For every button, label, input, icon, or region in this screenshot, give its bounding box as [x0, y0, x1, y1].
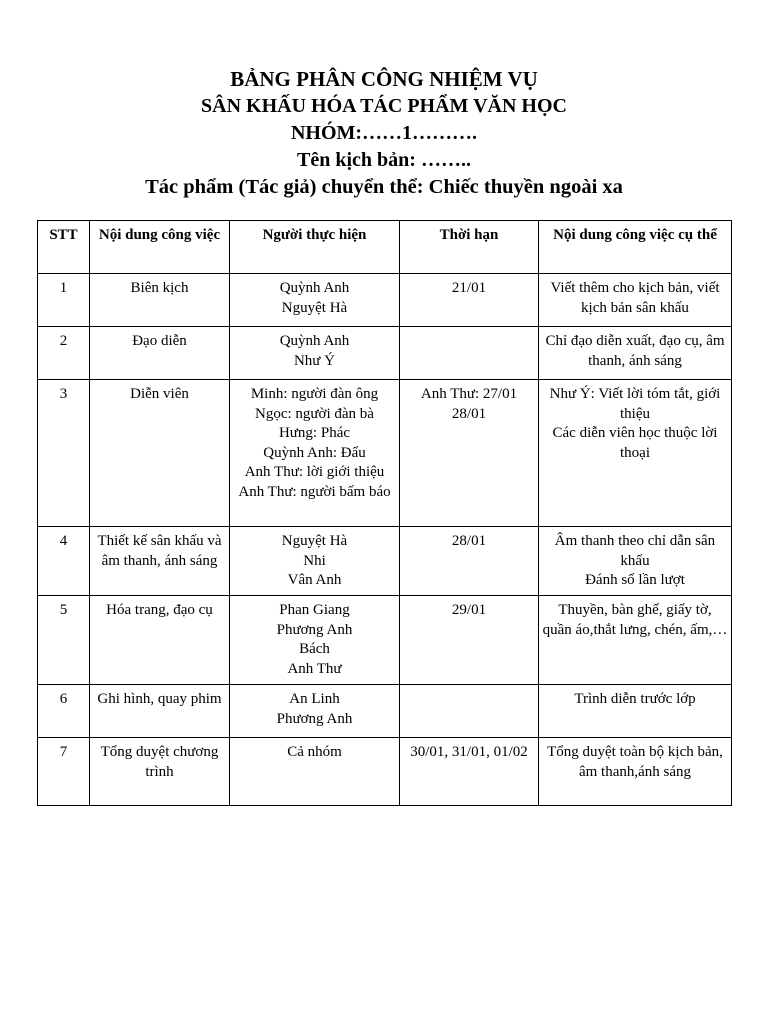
cell-people: Nguyệt Hà Nhi Vân Anh: [230, 527, 400, 596]
cell-deadline: [400, 685, 539, 738]
cell-people: Quỳnh Anh Như Ý: [230, 327, 400, 380]
header-task: Nội dung công việc: [90, 221, 230, 274]
cell-detail: Trình diễn trước lớp: [539, 685, 732, 738]
cell-people: Minh: người đàn ông Ngọc: người đàn bà Hưng: Phác Quỳnh Anh: Đẩu Anh Thư: lời giới thiệu Anh Thư: người bấm báo: [230, 380, 400, 527]
table-row: [38, 596, 732, 685]
adapted-work-line: Tác phẩm (Tác giả) chuyển thể: Chiếc thuyền ngoài xa: [145, 176, 623, 198]
document-header: [0, 66, 768, 201]
cell-deadline: 21/01: [400, 274, 539, 327]
cell-stt: 2: [38, 327, 90, 380]
cell-people: Cả nhóm: [230, 738, 400, 806]
cell-task: Tổng duyệt chương trình: [90, 738, 230, 806]
table-header-row: [38, 221, 732, 274]
cell-task: Biên kịch: [90, 274, 230, 327]
table-row: [38, 527, 732, 596]
cell-stt: 4: [38, 527, 90, 596]
cell-deadline: 28/01: [400, 527, 539, 596]
group-line: NHÓM:……1……….: [290, 122, 478, 144]
cell-detail: Thuyền, bàn ghế, giấy tờ, quần áo,thắt lưng, chén, ấm,…: [539, 596, 732, 685]
cell-deadline: [400, 327, 539, 380]
cell-task: Thiết kế sân khấu và âm thanh, ánh sáng: [90, 527, 230, 596]
cell-stt: 6: [38, 685, 90, 738]
cell-task: Ghi hình, quay phim: [90, 685, 230, 738]
cell-stt: 5: [38, 596, 90, 685]
header-deadline: Thời hạn: [400, 221, 539, 274]
cell-deadline: Anh Thư: 27/01 28/01: [400, 380, 539, 527]
cell-task: Đạo diễn: [90, 327, 230, 380]
cell-stt: 1: [38, 274, 90, 327]
table-row: [38, 738, 732, 806]
table-row: [38, 327, 732, 380]
table-row: [38, 685, 732, 738]
cell-people: Phan Giang Phương Anh Bách Anh Thư: [230, 596, 400, 685]
script-name-line: Tên kịch bản: ……..: [297, 149, 471, 171]
cell-people: An Linh Phương Anh: [230, 685, 400, 738]
cell-task: Hóa trang, đạo cụ: [90, 596, 230, 685]
cell-stt: 3: [38, 380, 90, 527]
header-stt: STT: [38, 221, 90, 274]
cell-deadline: 29/01: [400, 596, 539, 685]
cell-task: Diễn viên: [90, 380, 230, 527]
header-people: Người thực hiện: [230, 221, 400, 274]
cell-detail: Chỉ đạo diễn xuất, đạo cụ, âm thanh, ánh sáng: [539, 327, 732, 380]
table-row: [38, 380, 732, 527]
cell-people: Quỳnh Anh Nguyệt Hà: [230, 274, 400, 327]
cell-detail: Như Ý: Viết lời tóm tắt, giới thiệu Các diễn viên học thuộc lời thoại: [539, 380, 732, 527]
title-line-1: BẢNG PHÂN CÔNG NHIỆM VỤ: [230, 67, 538, 91]
assignment-table: [37, 220, 732, 806]
cell-detail: Âm thanh theo chỉ dẫn sân khấu Đánh số lần lượt: [539, 527, 732, 596]
table-row: [38, 274, 732, 327]
cell-detail: Viết thêm cho kịch bản, viết kịch bản sân khấu: [539, 274, 732, 327]
cell-stt: 7: [38, 738, 90, 806]
cell-deadline: 30/01, 31/01, 01/02: [400, 738, 539, 806]
title-line-2: SÂN KHẤU HÓA TÁC PHẨM VĂN HỌC: [201, 95, 567, 117]
header-detail: Nội dung công việc cụ thể: [539, 221, 732, 274]
cell-detail: Tổng duyệt toàn bộ kịch bản, âm thanh,ánh sáng: [539, 738, 732, 806]
